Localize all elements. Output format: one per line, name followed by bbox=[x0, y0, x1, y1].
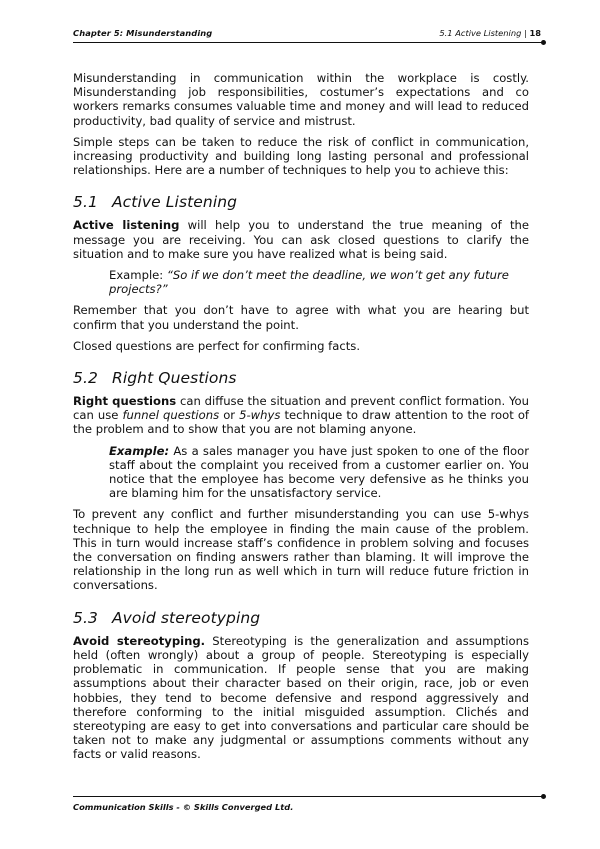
footer-rule bbox=[73, 796, 542, 797]
header-section-label: 5.1 Active Listening | bbox=[439, 28, 527, 38]
right-questions-paragraph-2: To prevent any conflict and further misunderstanding you can use 5-whys technique to help the employee in finding the main cause of the problem. This in turn would increase staff’s confidence in problem solving and focuses the conversation on finding answers rather than blaming. It will improve the relationship in the long run as well which in turn will reduce future friction in conversations. bbox=[73, 507, 529, 593]
footer-copyright: Communication Skills - © Skills Converged Ltd. bbox=[73, 802, 294, 812]
paragraph-text: Stereotyping is the generalization and assumptions held (often wrongly) about a group of people. Stereotyping is especially problematic in communication. If people sense that you are making assumptions about their character based on their origin, race, job or even hobbies, they tend to become defensive and respond aggressively and therefore conforming to the initial misguided assumption. Clichés and stereotyping are easy to get into conversations and particular care should be taken not to make any judgmental or assumptions comments without any facts or valid reasons. bbox=[73, 633, 529, 762]
active-listening-paragraph-3: Closed questions are perfect for confirming facts. bbox=[73, 338, 361, 353]
section-number: 5.3 bbox=[73, 608, 98, 627]
example-quote: “So if we don’t meet the deadline, we won’t get any future projects?” bbox=[109, 268, 509, 297]
paragraph-text: will help you to understand the true meaning of the message you are receiving. You can ask closed questions to clarify the situation and to make sure you have realized what is being said. bbox=[73, 218, 530, 261]
section-heading-avoid-stereotyping bbox=[73, 608, 529, 628]
example-active-listening bbox=[109, 268, 529, 296]
section-title: Avoid stereotyping bbox=[111, 608, 261, 627]
header-chapter: Chapter 5: Misunderstanding bbox=[73, 28, 213, 38]
term-bold: Avoid stereotyping. bbox=[73, 633, 206, 648]
paragraph-text: or bbox=[219, 408, 240, 423]
term-bold: Right questions bbox=[73, 394, 177, 409]
active-listening-paragraph-2: Remember that you don’t have to agree with what you are hearing but confirm that you understand the point. bbox=[73, 303, 529, 332]
active-listening-paragraph bbox=[73, 218, 529, 261]
term-bold: Active listening bbox=[73, 218, 180, 233]
page-body bbox=[73, 71, 529, 762]
section-title: Right Questions bbox=[111, 369, 237, 388]
section-title: Active Listening bbox=[111, 193, 238, 212]
right-questions-paragraph bbox=[73, 394, 529, 437]
running-header bbox=[73, 28, 545, 40]
page-number: 18 bbox=[529, 28, 541, 38]
example-label: Example: bbox=[109, 268, 167, 283]
term-italic: funnel questions bbox=[122, 408, 220, 423]
intro-paragraph-2: Simple steps can be taken to reduce the risk of conflict in communication, increasing productivity and building long lasting personal and professional relationships. Here are a number of techniques to help you to achieve this: bbox=[73, 134, 529, 178]
avoid-stereotyping-paragraph bbox=[73, 634, 529, 762]
section-heading-right-questions bbox=[73, 368, 529, 388]
example-label: Example: bbox=[109, 443, 170, 458]
intro-paragraph-1: Misunderstanding in communication within the workplace is costly. Misunderstanding job responsibilities, costumer’s expectations and co workers remarks consumes valuable time and money and will lead to reduced productivity, bad quality of service and mistrust. bbox=[73, 71, 529, 128]
header-rule bbox=[73, 42, 542, 43]
example-right-questions bbox=[109, 444, 529, 501]
section-number: 5.1 bbox=[73, 193, 98, 212]
paragraph-text: technique to draw attention to the root of the problem and to show that you are not blaming anyone. bbox=[73, 408, 530, 437]
section-number: 5.2 bbox=[73, 369, 98, 388]
term-italic: 5-whys bbox=[239, 408, 281, 423]
header-rule-dot bbox=[541, 40, 546, 45]
footer-rule-dot bbox=[541, 794, 546, 799]
header-section bbox=[439, 28, 541, 38]
paragraph-text: can diffuse the situation and prevent conflict formation. You can use bbox=[73, 394, 529, 423]
example-text: As a sales manager you have just spoken to one of the floor staff about the complaint you received from a customer earlier on. You notice that the employee has become very defensive as he thinks you are blaming him for the unsatisfactory service. bbox=[109, 443, 529, 501]
section-heading-active-listening bbox=[73, 192, 529, 212]
